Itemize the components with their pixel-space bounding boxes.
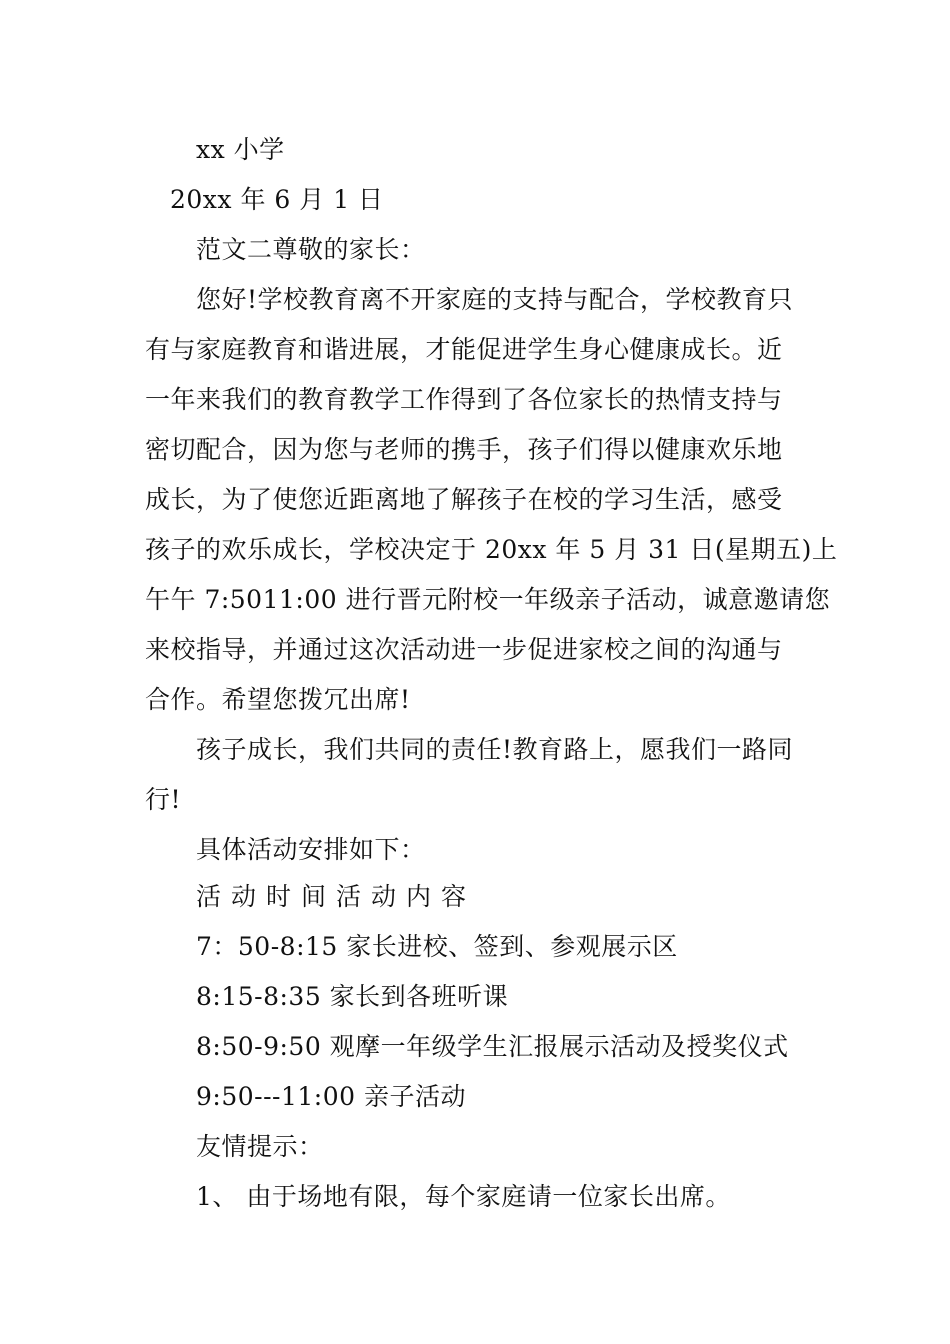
tips-title: 友情提示： [196, 1132, 324, 1161]
schedule-row: 9:50---11:00 亲子活动 [196, 1082, 466, 1111]
body-line: 您好!学校教育离不开家庭的支持与配合，学校教育只 [196, 285, 794, 314]
body-line: 合作。希望您拨冗出席! [145, 685, 411, 714]
body-line: 成长，为了使您近距离地了解孩子在校的学习生活，感受 [145, 485, 783, 514]
schedule-row: 7：50-8:15 家长进校、签到、参观展示区 [196, 932, 678, 961]
body-line: 午午 7:5011:00 进行晋元附校一年级亲子活动，诚意邀请您 [145, 585, 831, 614]
body-line: 来校指导，并通过这次活动进一步促进家校之间的沟通与 [145, 635, 783, 664]
schedule-row: 8:50-9:50 观摩一年级学生汇报展示活动及授奖仪式 [196, 1032, 789, 1061]
schedule-row: 8:15-8:35 家长到各班听课 [196, 982, 509, 1011]
school-name: xx 小学 [196, 135, 285, 164]
body-line: 有与家庭教育和谐进展，才能促进学生身心健康成长。近 [145, 335, 783, 364]
letter-date: 20xx 年 6 月 1 日 [170, 185, 384, 214]
body-line: 一年来我们的教育教学工作得到了各位家长的热情支持与 [145, 385, 783, 414]
tip-item: 1、 由于场地有限，每个家庭请一位家长出席。 [196, 1182, 731, 1211]
body-line: 孩子的欢乐成长，学校决定于 20xx 年 5 月 31 日(星期五)上 [145, 535, 838, 564]
body-line: 密切配合，因为您与老师的携手，孩子们得以健康欢乐地 [145, 435, 783, 464]
letter-heading: 范文二尊敬的家长： [196, 235, 426, 264]
closing-line: 行! [145, 785, 182, 814]
schedule-header: 活动时间活动内容 [196, 882, 477, 911]
schedule-intro: 具体活动安排如下： [196, 835, 426, 864]
closing-line: 孩子成长，我们共同的责任!教育路上，愿我们一路同 [196, 735, 794, 764]
